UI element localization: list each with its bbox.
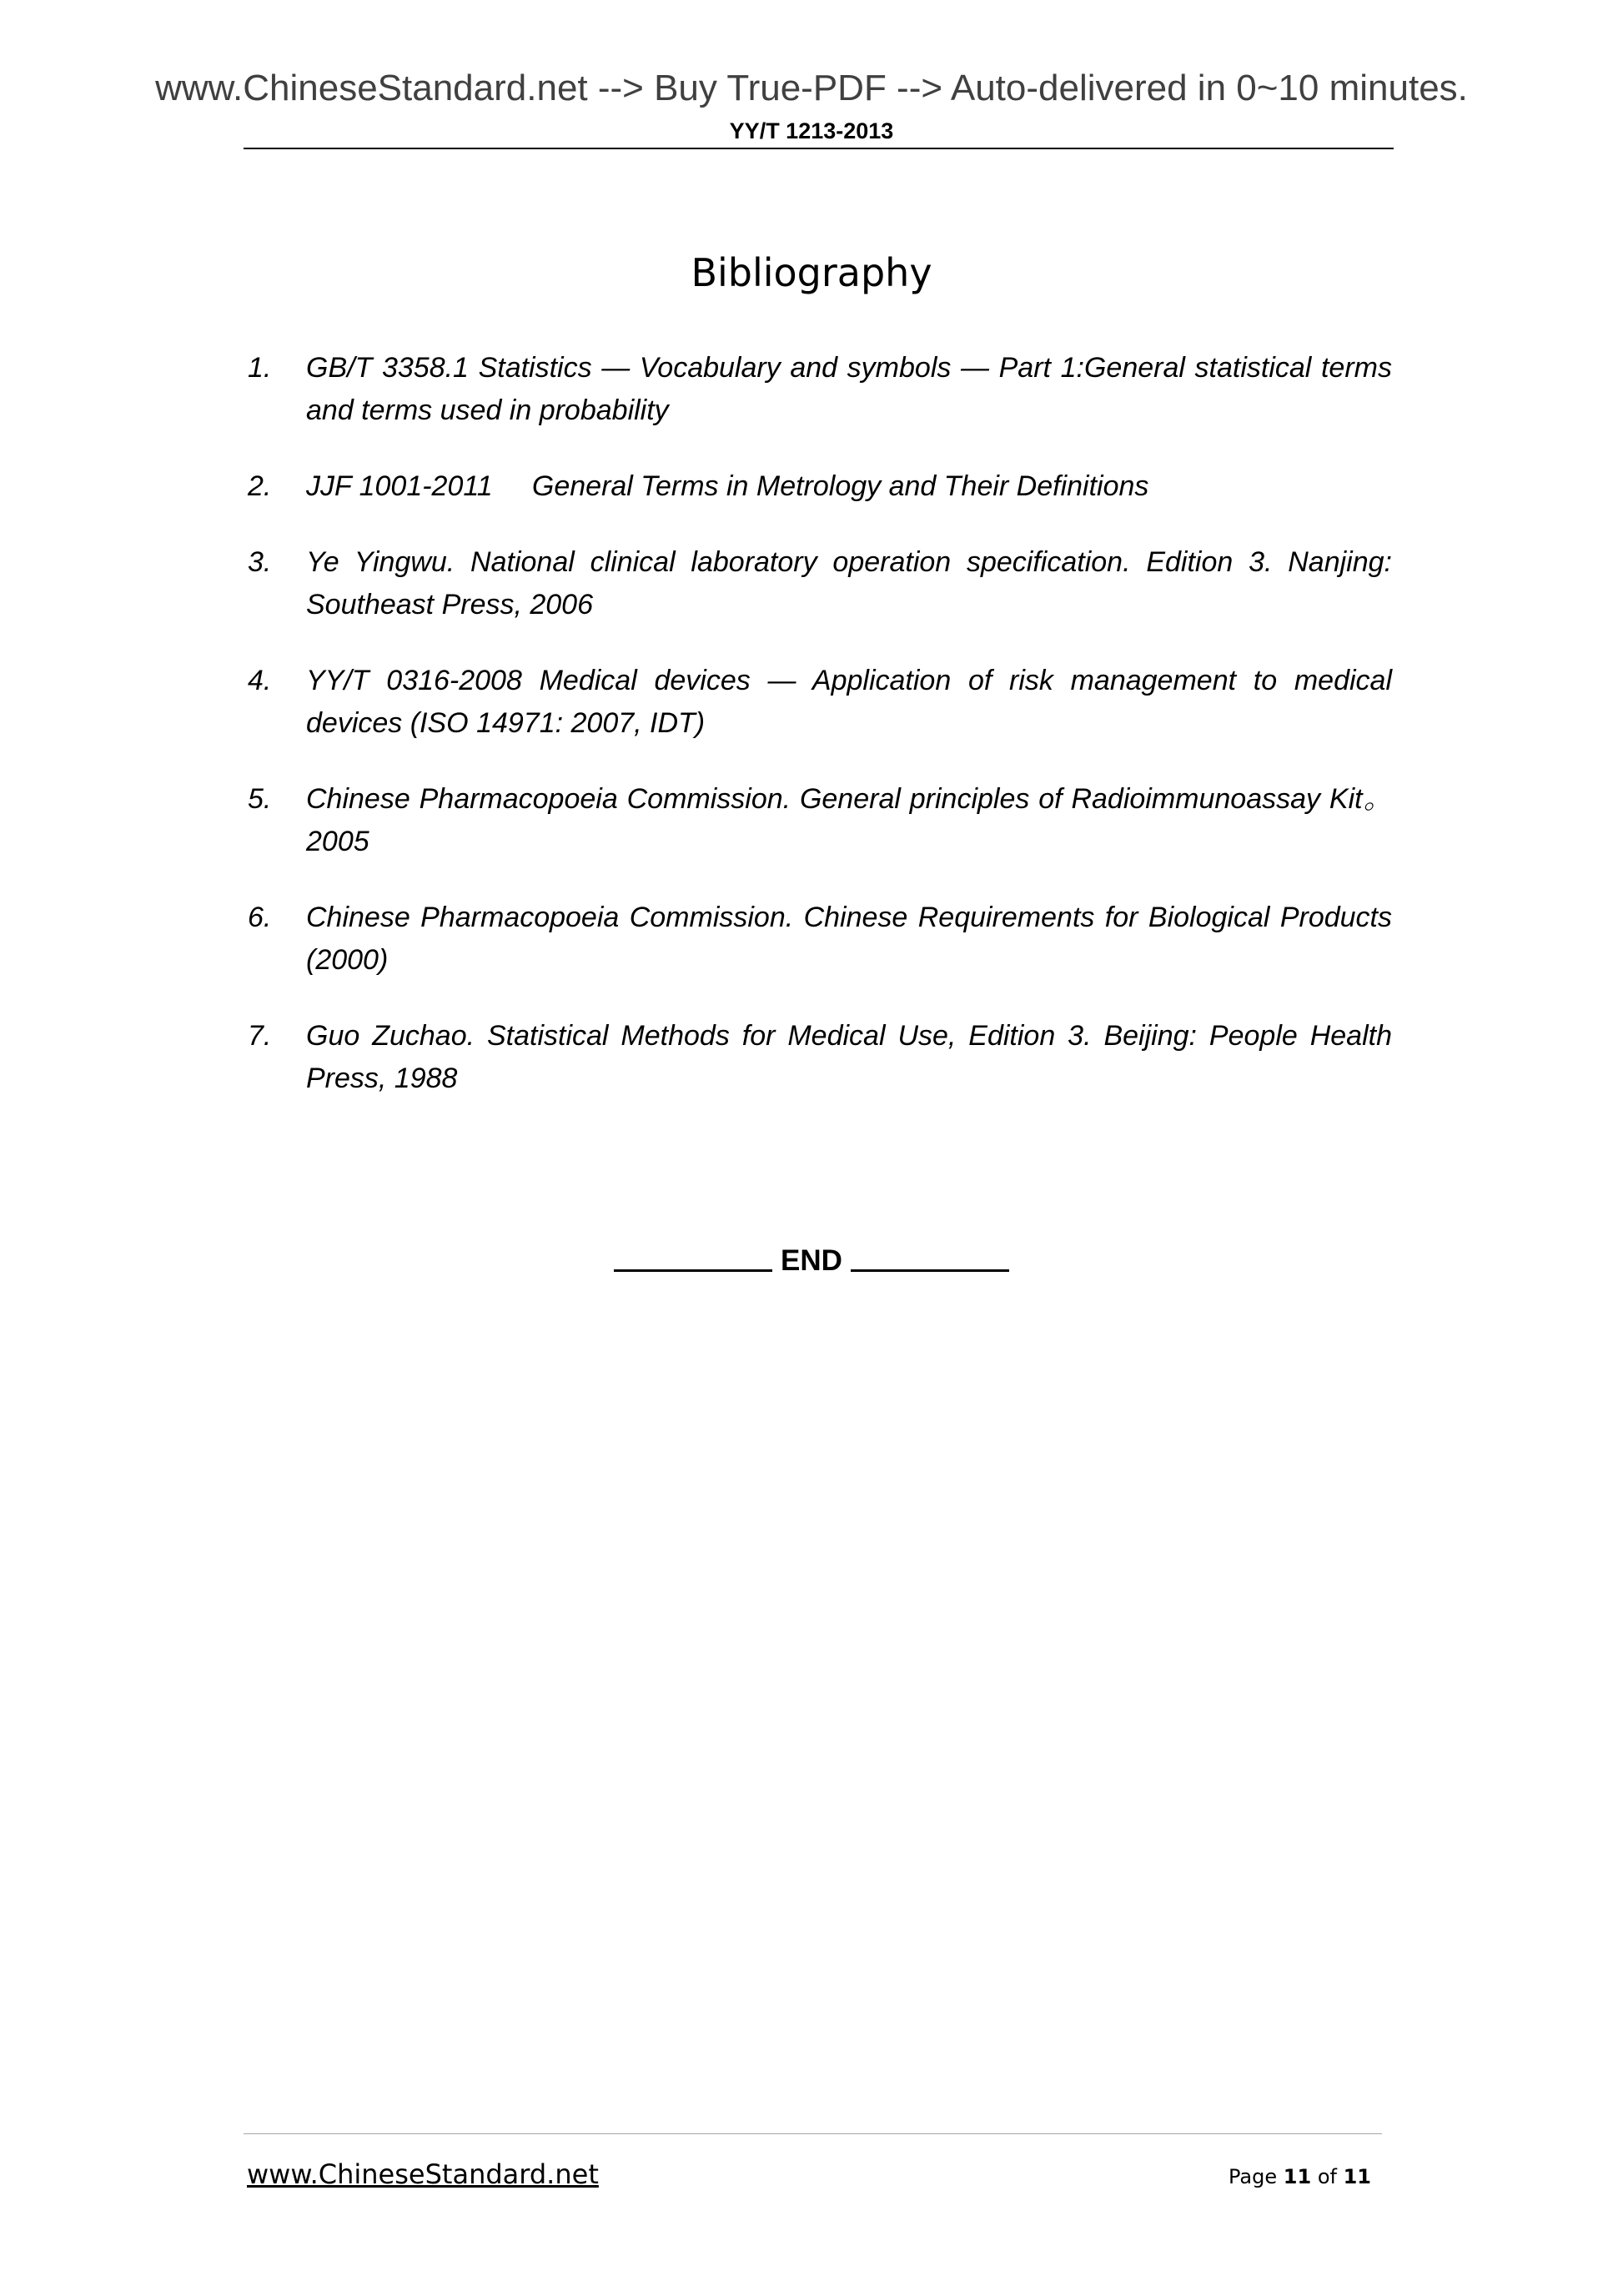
bibliography-item — [248, 660, 1392, 745]
bibliography-item-text: Chinese Pharmacopoeia Commission. General principles of Radioimmunoassay Kit。2005 — [306, 783, 1392, 857]
bibliography-item-number: 5. — [248, 783, 272, 815]
bibliography-item-number: 7. — [248, 1020, 272, 1052]
end-left-rule — [614, 1269, 772, 1272]
bibliography-item-text: JJF 1001-2011 General Terms in Metrology and Their Definitions — [306, 470, 1149, 502]
bibliography-item-text: Chinese Pharmacopoeia Commission. Chinese Requirements for Biological Products (2000) — [306, 902, 1392, 976]
bibliography-item-text: YY/T 0316-2008 Medical devices — Application of risk management to medical devices (ISO 14971: 2007, IDT) — [306, 665, 1392, 739]
bibliography-item-number: 1. — [248, 352, 272, 384]
page-of: of — [1317, 2165, 1337, 2188]
bibliography-item — [248, 778, 1392, 863]
bibliography-item — [248, 541, 1392, 626]
footer-url-link[interactable]: www.ChineseStandard.net — [247, 2158, 599, 2190]
footer-rule — [244, 2133, 1382, 2134]
bibliography-item — [248, 465, 1392, 508]
end-right-rule — [851, 1269, 1009, 1272]
page-word: Page — [1229, 2165, 1278, 2188]
header-rule — [244, 148, 1394, 149]
page-title: Bibliography — [691, 250, 932, 295]
bibliography-item-number: 6. — [248, 902, 272, 933]
bibliography-item-text: GB/T 3358.1 Statistics — Vocabulary and symbols — Part 1:General statistical terms and terms used in probability — [306, 352, 1392, 426]
header-banner: www.ChineseStandard.net --> Buy True-PDF --> Auto-delivered in 0~10 minutes. — [155, 68, 1468, 108]
bibliography-item-text: Guo Zuchao. Statistical Methods for Medical Use, Edition 3. Beijing: People Health Press, 1988 — [306, 1020, 1392, 1094]
standard-code: YY/T 1213-2013 — [729, 118, 894, 143]
end-marker — [0, 1243, 1623, 1279]
bibliography-item-text: Ye Yingwu. National clinical laboratory operation specification. Edition 3. Nanjing: Southeast Press, 2006 — [306, 546, 1392, 620]
end-label: END — [781, 1244, 842, 1277]
bibliography-item — [248, 897, 1392, 982]
bibliography-item — [248, 1015, 1392, 1100]
bibliography-item — [248, 347, 1392, 432]
bibliography-item-number: 3. — [248, 546, 272, 578]
page-total: 11 — [1343, 2165, 1371, 2188]
page-current: 11 — [1283, 2165, 1312, 2188]
bibliography-item-number: 4. — [248, 665, 272, 696]
bibliography-list — [248, 347, 1392, 1133]
footer-page-number — [1229, 2163, 1371, 2190]
bibliography-item-number: 2. — [248, 470, 272, 502]
